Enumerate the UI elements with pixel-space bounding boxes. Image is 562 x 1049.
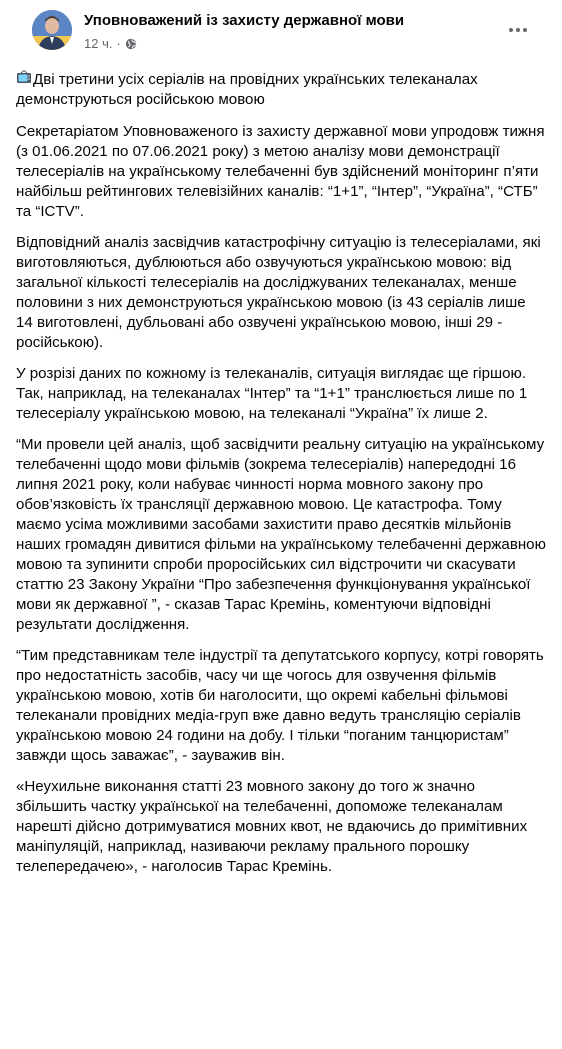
post-meta	[84, 36, 137, 51]
author-name[interactable]: Уповноважений із захисту державної мови	[84, 12, 405, 29]
paragraph-quote-2: “Тим представникам теле індустрії та депутатського корпусу, котрі говорять про недостатність засобів, часу чи ще чогось для озвучення фільмів українською мовою, хотів би наголосити, що окремі кабельні фільмові телеканали провідних медіа-груп вже давно ведуть трансляцію серіалів українською мовою 24 години на добу. І тільки “поганим танцюристам” завжди щось заважає”, - зауважив він.	[16, 647, 544, 764]
headline-text: Дві третини усіх серіалів на провідних українських телеканалах демонструються російською мовою	[16, 71, 478, 108]
post-headline	[16, 70, 546, 110]
avatar-photo-icon	[32, 10, 72, 50]
tv-icon	[16, 70, 32, 86]
more-options-icon[interactable]	[504, 22, 532, 38]
author-avatar[interactable]	[32, 10, 72, 50]
post-time[interactable]: 12 ч.	[84, 36, 113, 51]
paragraph-analysis: Відповідний аналіз засвідчив катастрофічну ситуацію із телесеріалами, які виготовляються, дублюються або озвучуються українською мовою: від загальної кількості телесеріалів на досліджуваних телеканалах, менше половини з них демонструються українською мовою (із 43 серіалів лише 14 виготовлені, дубльовані або озвучені українською мовою, інші 29 - російською).	[16, 234, 541, 351]
paragraph-quote-3: «Неухильне виконання статті 23 мовного закону до того ж значно збільшить частку української на телебаченні, допоможе телеканалам нарешті дійсно дотримуватися мовних квот, не вдаючись до примітивних маніпуляцій, наприклад, називаючи рекламу прального порошку телепередачею», - наголосив Тарас Кремінь.	[16, 778, 528, 875]
paragraph-monitoring: Секретаріатом Уповноваженого із захисту державної мови упродовж тижня (з 01.06.2021 по 07.06.2021 року) з метою аналізу мови демонстрації телесеріалів на українському телебаченні був здійснений моніторинг п’яти найбільш рейтингових телевізійних каналів: “1+1”, “Інтер”, “Україна”, “СТБ” та “ICTV”.	[16, 123, 545, 220]
post-header	[16, 0, 546, 64]
paragraph-channels: У розрізі даних по кожному із телеканалів, ситуація виглядає ще гіршою. Так, наприклад, на телеканалах “Інтер” та “1+1” транслюється лише по 1 телесеріалу українською мовою, на телеканалі “Україна” їх лише 2.	[16, 365, 528, 422]
paragraph-quote-1: “Ми провели цей аналіз, щоб засвідчити реальну ситуацію на українському телебаченні щодо мови фільмів (зокрема телесеріалів) напередодні 16 липня 2021 року, коли набуває чинності норма мовного закону про обов’язковість їх трансляції державною мовою. Це катастрофа. Тому маємо усіма можливими засобами захистити право десятків мільйонів наших громадян дивитися фільми на українському телебаченні державною мовою та зупинити спроби проросійських сил відстрочити чи скасувати статтю 23 Закону України “Про забезпечення функціонування української мови як державної ”, - сказав Тарас Кремінь, коментуючи відповідні результати дослідження.	[16, 436, 546, 633]
meta-separator: ·	[116, 36, 121, 51]
post-content	[16, 70, 546, 888]
globe-icon[interactable]	[125, 38, 137, 50]
